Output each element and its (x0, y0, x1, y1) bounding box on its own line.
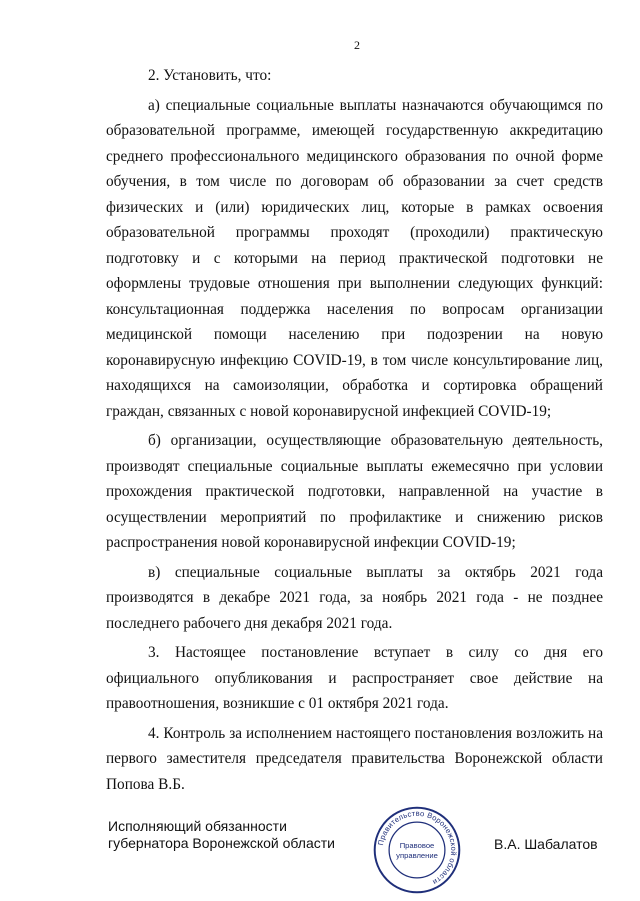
document-body (106, 63, 603, 797)
stamp-outer-text: Правительство Воронежской области (376, 808, 459, 887)
signatory-name: В.А. Шабалатов (494, 836, 598, 852)
signatory-position-line2: губернатора Воронежской области (108, 835, 335, 851)
paragraph-2a: а) специальные социальные выплаты назначаются обучающимся по образовательной программе, имеющей государственную аккредитацию среднего профессионального медицинского образования по очной форме обучения, в том числе по договорам об образовании за счет средств физических и (или) юридических лиц, которые в рамках освоения образовательной программы проходят (проходили) практическую подготовку и с которыми на период практической подготовки не оформлены трудовые отношения при выполнении следующих функций: консультационная поддержка населения по вопросам организации медицинской помощи населению при подозрении на новую коронавирусную инфекцию COVID-19, в том числе консультирование лиц, находящихся на самоизоляции, обработка и сортировка обращений граждан, связанных с новой коронавирусной инфекцией COVID-19; (106, 96, 603, 420)
page-number: 2 (354, 38, 360, 52)
paragraph-2b: б) организации, осуществляющие образовательную деятельность, производят специальные социальные выплаты ежемесячно при условии прохождения практической подготовки, направленной на участие в осуществлении мероприятий по профилактике и снижению рисков распространения новой коронавирусной инфекции COVID-19; (106, 432, 603, 551)
official-stamp (372, 805, 462, 895)
paragraph-3: 3. Настоящее постановление вступает в силу со дня его официального опубликования и распространяет свое действие на правоотношения, возникшие с 01 октября 2021 года. (106, 644, 603, 712)
stamp-inner-line2: управление (396, 851, 438, 861)
paragraph-2: 2. Установить, что: (148, 67, 272, 84)
stamp-inner-line1: Правовое (399, 841, 435, 851)
signatory-position-line1: Исполняющий обязанности (108, 818, 287, 834)
signatory-position (108, 818, 335, 852)
paragraph-2c: в) специальные социальные выплаты за октябрь 2021 года производятся в декабре 2021 года, за ноябрь 2021 года - не позднее последнего рабочего дня декабря 2021 года. (106, 563, 603, 632)
paragraph-4: 4. Контроль за исполнением настоящего постановления возложить на первого заместителя председателя правительства Воронежской области Попова В.Б. (106, 724, 603, 793)
